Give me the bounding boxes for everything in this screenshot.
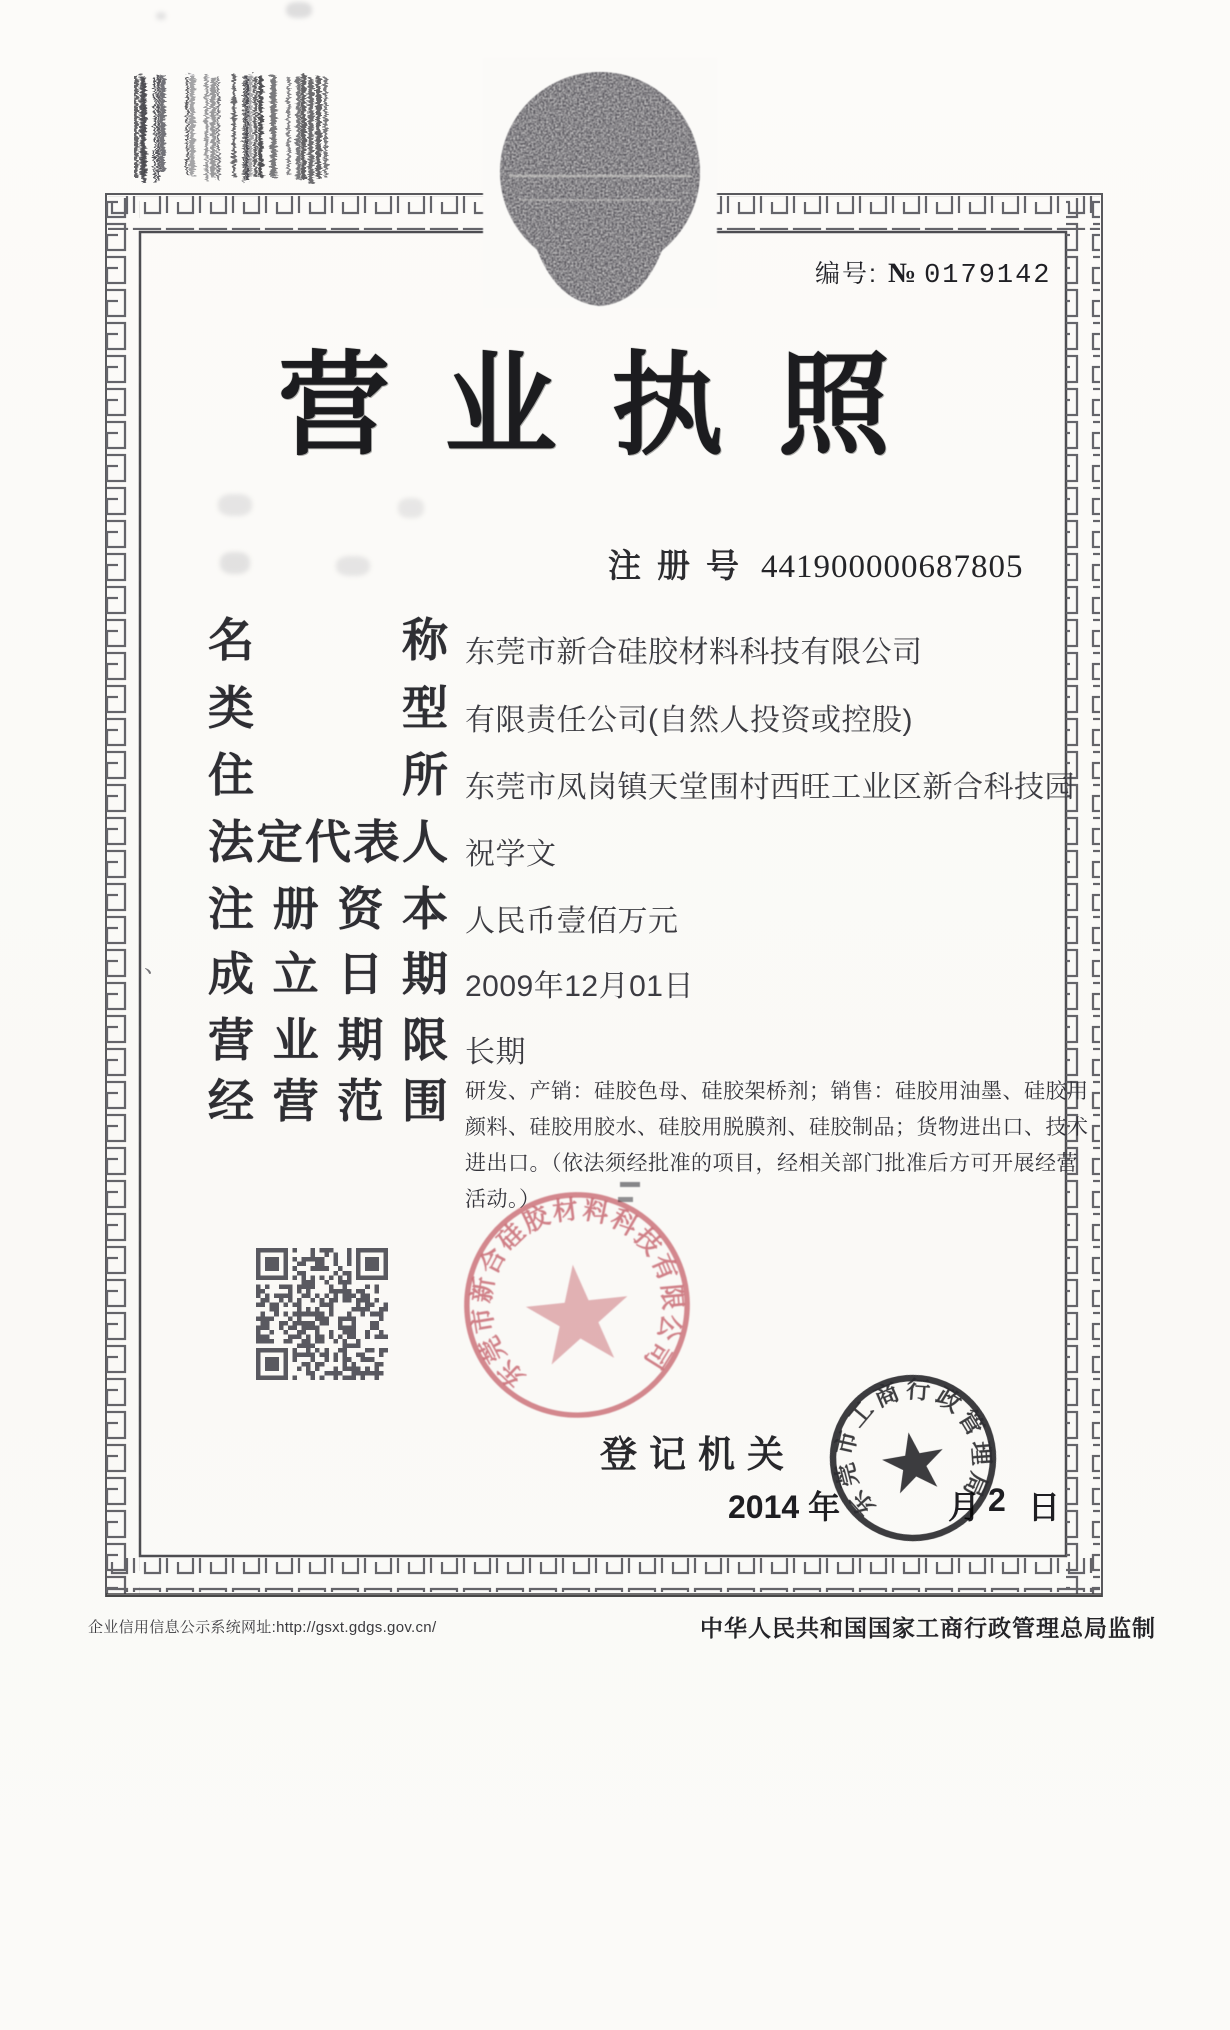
red-seal-star-icon [525, 1263, 630, 1364]
issue-date-day: 2 [988, 1482, 1006, 1518]
issue-date-year: 2014 年 [728, 1489, 841, 1525]
scan-comma-artifact: 、 [144, 951, 168, 978]
registration-number: 441900000687805 [761, 549, 1024, 585]
national-emblem [483, 58, 717, 308]
black-seal-text: 东莞市工商行政管理局 [831, 1376, 995, 1521]
serial-label: 编号: [815, 260, 878, 288]
field-label-legal-rep: 法 定 代 表 人 [208, 816, 448, 868]
field-value-name: 东莞市新合硅胶材料科技有限公司 [465, 636, 923, 669]
field-value-scope: 研发、产销：硅胶色母、硅胶架桥剂；销售：硅胶用油墨、硅胶用颜料、硅胶用胶水、硅胶用脱膜剂、硅胶制品；货物进出口、技术进出口。（依法须经批准的项目，经相关部门批准后方可开展经营活动。） [465, 1080, 1089, 1211]
field-value-capital: 人民币壹佰万元 [465, 905, 679, 938]
numero-symbol: № [887, 258, 919, 289]
scan-artifact [220, 552, 250, 574]
issue-date-month: 月 [948, 1489, 981, 1525]
scan-artifact [286, 2, 312, 18]
field-label-term: 营 业 期 限 [208, 1014, 448, 1066]
barcode [134, 70, 330, 184]
registration-number-line [608, 540, 1024, 587]
qr-code [256, 1248, 388, 1380]
registration-label: 注册号 [608, 547, 755, 584]
scan-artifact [218, 494, 252, 516]
license-title: 营 业 执 照 [278, 343, 890, 468]
black-seal-star-icon [878, 1427, 949, 1495]
scan-artifact [156, 12, 166, 20]
field-value-term: 长期 [465, 1036, 526, 1069]
registry-black-seal [809, 1354, 1018, 1563]
red-seal-text: 东莞市新合硅胶材料科技有限公司 [467, 1195, 687, 1393]
company-red-seal [447, 1175, 706, 1434]
field-label-scope: 经 营 范 围 [208, 1075, 448, 1127]
scan-artifact [336, 556, 370, 576]
serial-number-line [815, 254, 1052, 291]
field-label-type: 类 型 [208, 682, 448, 734]
field-value-established: 2009年12月01日 [465, 970, 694, 1003]
issue-date-day-unit: 日 [1028, 1489, 1061, 1525]
serial-number: 0179142 [924, 261, 1052, 291]
scan-artifact [398, 498, 424, 518]
field-label-address: 住 所 [208, 749, 448, 801]
public-info-system-url: 企业信用信息公示系统网址:http://gsxt.gdgs.gov.cn/ [88, 1619, 437, 1636]
field-value-legal-rep: 祝学文 [465, 838, 557, 871]
field-value-type: 有限责任公司(自然人投资或控股) [465, 704, 913, 737]
registry-authority-label: 登记机关 [600, 1434, 796, 1475]
field-value-address: 东莞市凤岗镇天堂围村西旺工业区新合科技园 [465, 771, 1075, 804]
issuing-authority-imprint: 中华人民共和国国家工商行政管理总局监制 [700, 1615, 1156, 1641]
field-label-established: 成 立 日 期 [208, 948, 448, 1000]
field-label-name: 名 称 [208, 614, 448, 666]
field-label-capital: 注 册 资 本 [208, 883, 448, 935]
